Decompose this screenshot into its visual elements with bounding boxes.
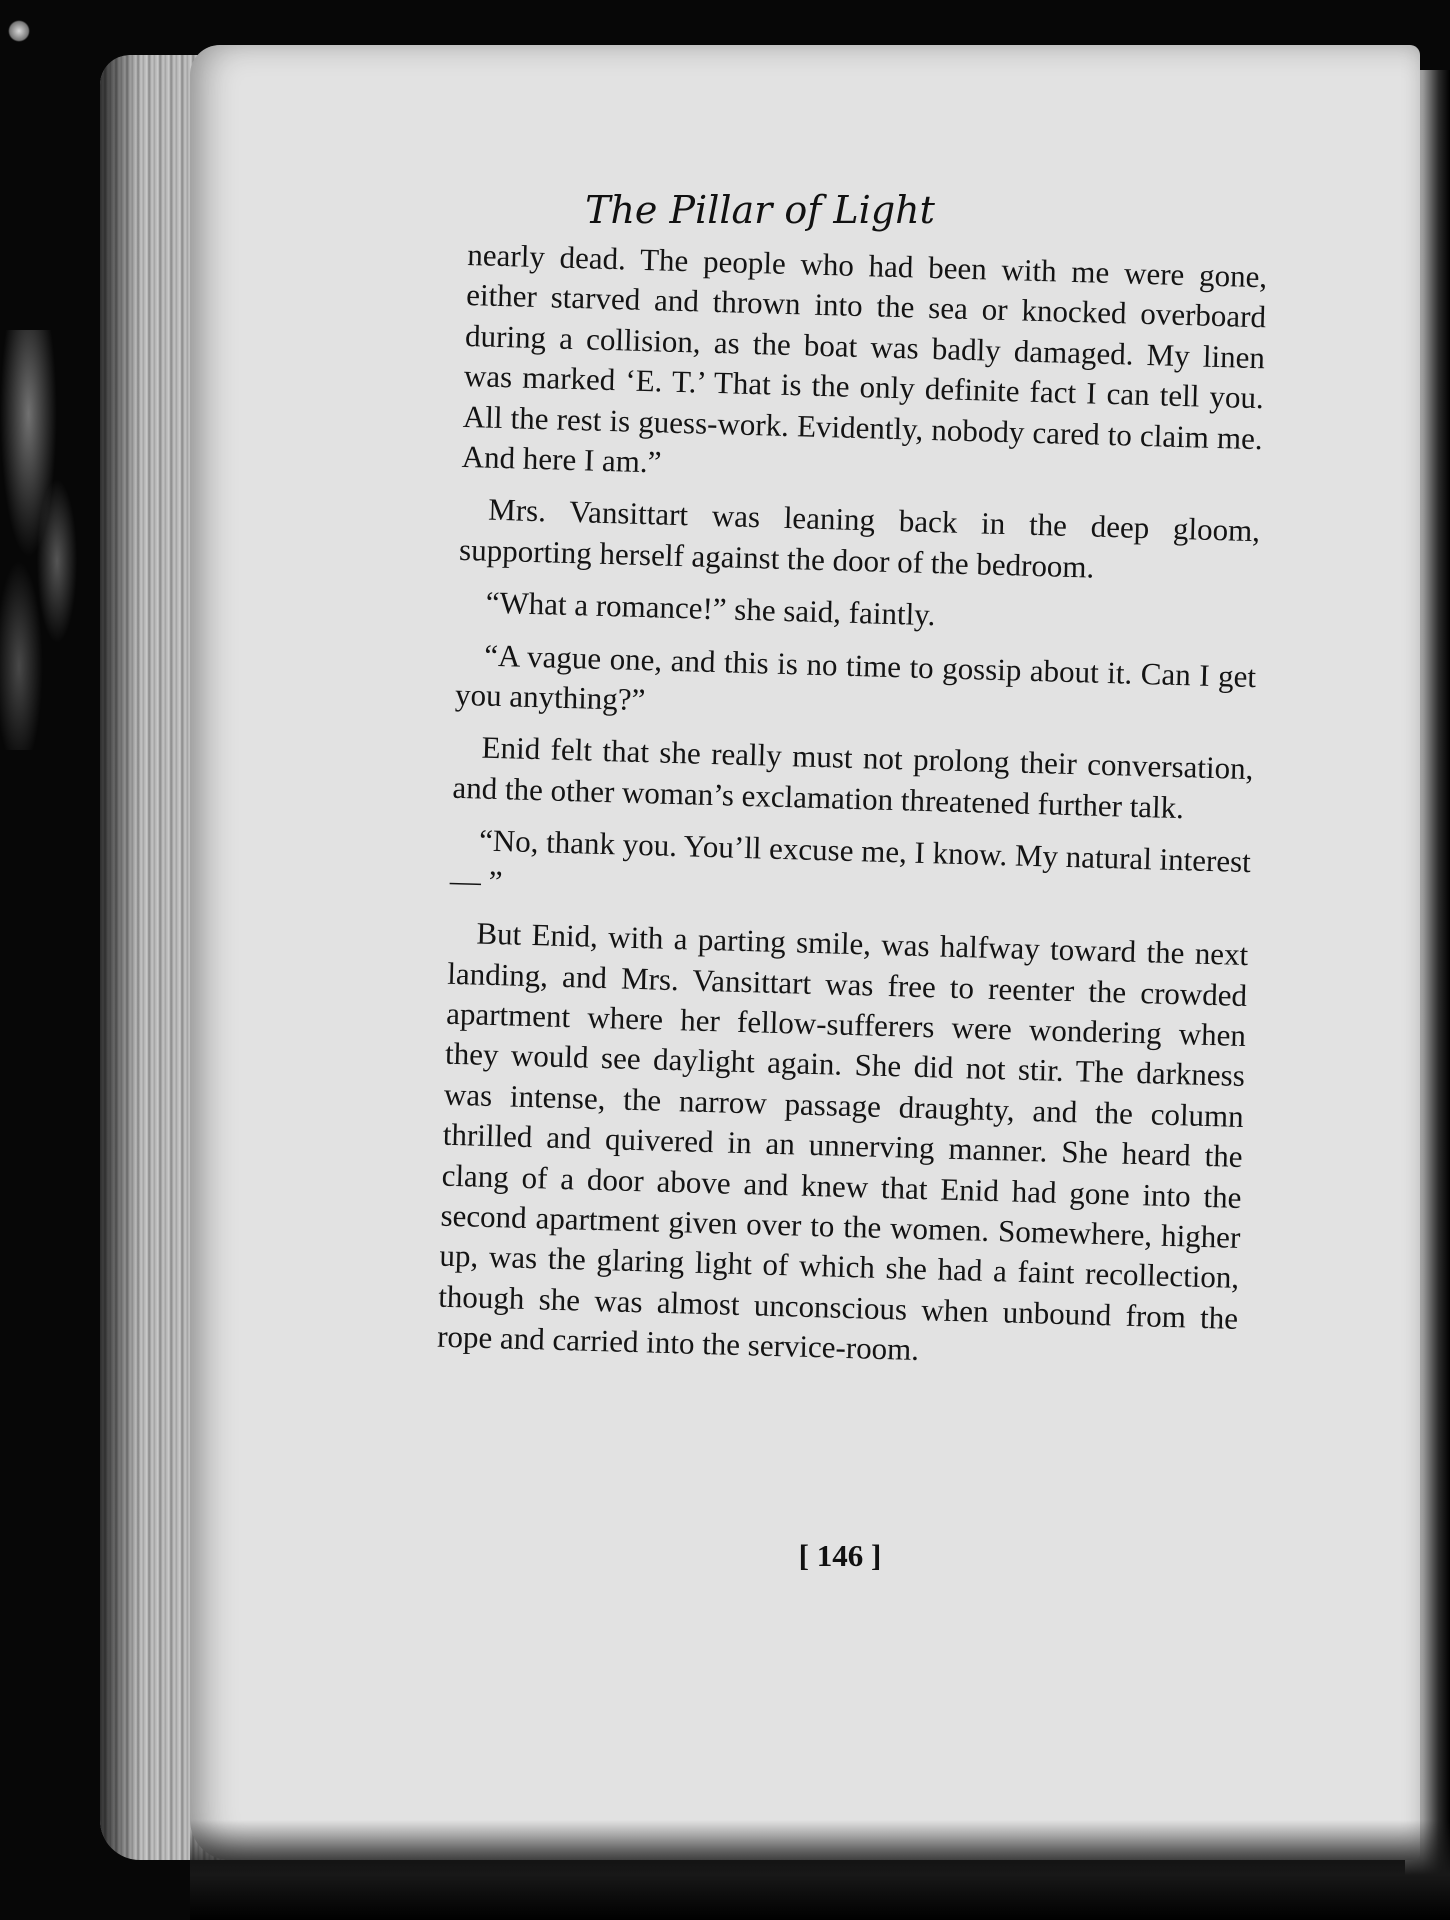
body-text	[436, 235, 1267, 1391]
paragraph: “No, thank you. You’ll excuse me, I know. My natural interest — ”	[449, 822, 1252, 899]
page-edges-shadow	[100, 55, 140, 1860]
paragraph: “A vague one, and this is no time to gossip about it. Can I get you anything?”	[454, 637, 1257, 718]
film-scratches	[0, 330, 95, 750]
page-bottom-shadow	[190, 1820, 1450, 1920]
paragraph: “What a romance!” she said, faintly.	[485, 584, 936, 633]
paragraph-continued: nearly dead. The people who had been with me were gone, either starved and thrown into the sea or knocked overboard during a collision, as the boat was badly damaged. My linen was marked ‘E. T.’ That is the only definite fact I can tell you. All the rest is guess-work. Evidently, nobody cared to claim me. And here I am.”	[461, 236, 1268, 480]
paragraph: Mrs. Vansittart was leaning back in the deep gloom, supporting herself against the door of the bedroom.	[458, 492, 1261, 585]
dust-speck	[8, 20, 30, 42]
paragraph: Enid felt that she really must not prolong their conversation, and the other woman’s exclamation threatened further talk.	[452, 730, 1254, 826]
paragraph: But Enid, with a parting smile, was halfway toward the next landing, and Mrs. Vansittart was free to reenter the crowded apartment where her fellow-sufferers were wondering when they would see daylight again. She did not stir. The darkness was intense, the narrow passage draughty, and the column thrilled and quivered in an unnerving manner. She heard the clang of a door above and knew that Enid had gone into the second apartment given over to the women. Somewhere, higher up, was the glaring light of which she had a faint recollection, though she was almost unconscious when unbound from the rope and carried into the service-room.	[436, 915, 1249, 1368]
page-number: [ 146 ]	[798, 1538, 882, 1573]
running-head: The Pillar of Light	[585, 188, 935, 232]
